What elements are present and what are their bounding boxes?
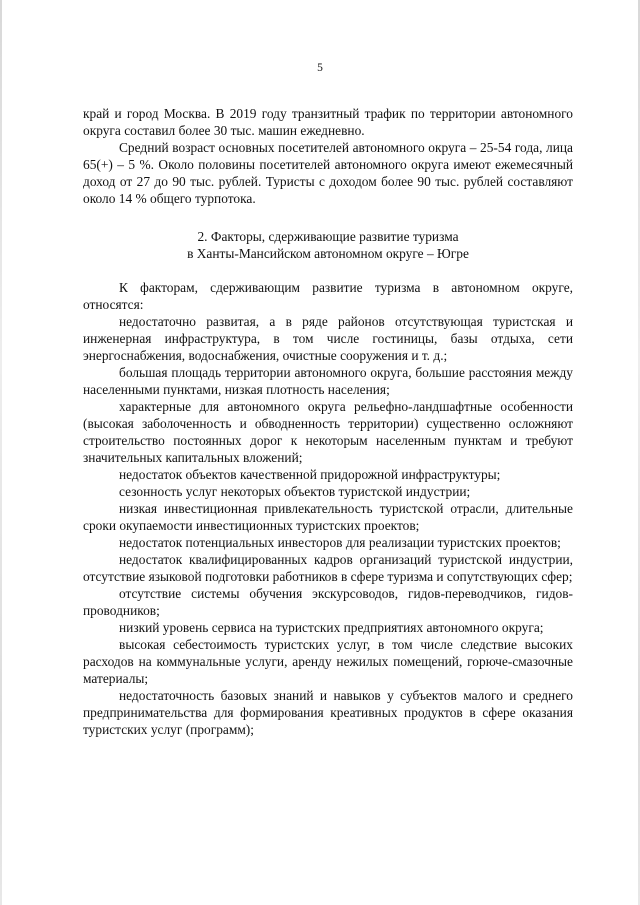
factor-item: большая площадь территории автономного округа, большие расстояния между населенными пунктами, низкая плотность населения;	[83, 365, 573, 397]
section-heading-line-1: 2. Факторы, сдерживающие развитие туризма	[197, 229, 459, 244]
factor-item: сезонность услуг некоторых объектов туристской индустрии;	[119, 484, 471, 499]
page-number: 5	[317, 62, 323, 74]
paragraph-continuation: край и город Москва. В 2019 году транзитный трафик по территории автономного округа составил более 30 тыс. машин ежедневно.	[83, 106, 573, 138]
factor-item: недостаток объектов качественной придорожной инфраструктуры;	[119, 467, 501, 482]
factor-item: недостаток квалифицированных кадров организаций туристской индустрии, отсутствие языковой подготовки работников в сфере туризма и сопутствующих сфер;	[83, 552, 573, 584]
factor-item: недостаточность базовых знаний и навыков у субъектов малого и среднего предпринимательства для формирования креативных продуктов в сфере оказания туристских услуг (программ);	[83, 688, 573, 737]
paragraph-visitors: Средний возраст основных посетителей автономного округа – 25-54 года, лица 65(+) – 5 %. Около половины посетителей автономного округа имеют ежемесячный доход от 27 до 90 тыс. рублей. Туристы с доходом более 90 тыс. рублей составляют около 14 % общего турпотока.	[83, 140, 573, 206]
factor-item: недостаток потенциальных инвесторов для реализации туристских проектов;	[119, 535, 561, 550]
document-body	[83, 105, 573, 738]
factor-item: недостаточно развитая, а в ряде районов отсутствующая туристская и инженерная инфраструктура, в том числе гостиницы, базы отдыха, сети энергоснабжения, водоснабжения, очистные сооружения и т. д.;	[83, 314, 573, 363]
scan-edge-left	[0, 0, 2, 905]
spacer	[83, 262, 573, 279]
factors-intro: К факторам, сдерживающим развитие туризма в автономном округе, относятся:	[83, 280, 573, 312]
spacer	[83, 207, 573, 228]
factor-item: низкий уровень сервиса на туристских предприятиях автономного округа;	[119, 620, 544, 635]
factor-item: характерные для автономного округа рельефно-ландшафтные особенности (высокая заболоченность и обводненность территории) существенно осложняют строительство постоянных дорог к некоторым населенным пунктам и требуют значительных капитальных вложений;	[83, 399, 573, 465]
section-heading-line-2: в Ханты-Мансийском автономном округе – Югре	[187, 246, 469, 261]
factor-item: отсутствие системы обучения экскурсоводов, гидов-переводчиков, гидов-проводников;	[83, 586, 573, 618]
factor-item: высокая себестоимость туристских услуг, в том числе следствие высоких расходов на коммунальные услуги, аренду нежилых помещений, горюче-смазочные материалы;	[83, 637, 573, 686]
factor-item: низкая инвестиционная привлекательность туристской отрасли, длительные сроки окупаемости инвестиционных туристских проектов;	[83, 501, 573, 533]
